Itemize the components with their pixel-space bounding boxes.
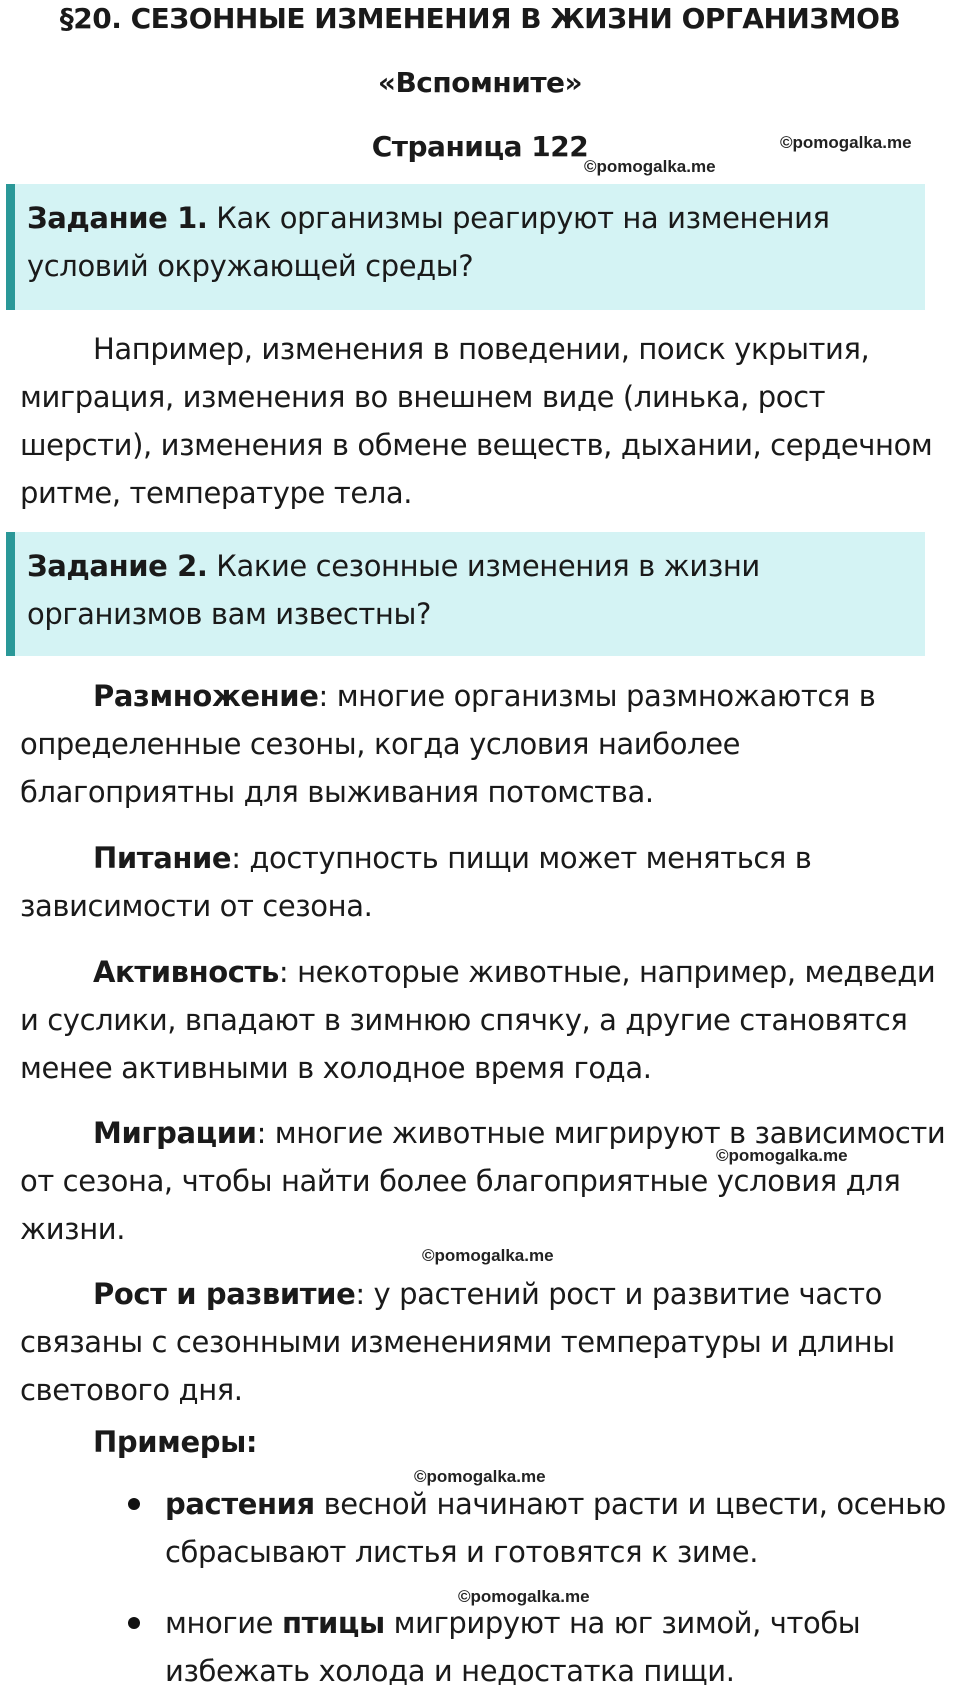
page-number: Страница 122	[371, 130, 589, 163]
task-label: Задание 1.	[27, 201, 208, 235]
example-item	[165, 1599, 960, 1695]
task-question: Как организмы реагируют на изменения	[207, 201, 830, 235]
term: Миграции	[93, 1116, 257, 1150]
answer-line: : доступность пищи может меняться в	[231, 841, 812, 875]
term: Активность	[93, 955, 279, 989]
answer-reproduction	[20, 672, 960, 816]
term: Размножение	[93, 679, 319, 713]
example-item	[165, 1480, 960, 1576]
answer-line: ритме, температуре тела.	[20, 476, 413, 510]
answer-line: зависимости от сезона.	[20, 889, 373, 923]
task-label: Задание 2.	[27, 549, 208, 583]
answer-line: : некоторые животные, например, медведи	[278, 955, 936, 989]
watermark: ©pomogalka.me	[716, 1146, 848, 1165]
answer-line: жизни.	[20, 1212, 126, 1246]
answer-line: : многие животные мигрируют в зависимости	[256, 1116, 946, 1150]
term: Рост и развитие	[93, 1277, 356, 1311]
task-question: организмов вам известны?	[27, 597, 431, 631]
term: Питание	[93, 841, 232, 875]
answer-growth	[20, 1270, 960, 1414]
answer-migration	[20, 1109, 960, 1253]
answer-line: : многие организмы размножаются в	[318, 679, 876, 713]
example-pre: многие	[165, 1606, 282, 1640]
answer-activity	[20, 948, 960, 1092]
watermark: ©pomogalka.me	[422, 1246, 554, 1265]
examples-heading	[20, 1418, 960, 1466]
answer-line: от сезона, чтобы найти более благоприятные условия для	[20, 1164, 901, 1198]
answer-line: светового дня.	[20, 1373, 243, 1407]
answer-1	[20, 325, 960, 517]
watermark: ©pomogalka.me	[414, 1467, 546, 1486]
answer-line: менее активными в холодное время года.	[20, 1051, 652, 1085]
task-question: условий окружающей среды?	[27, 249, 474, 283]
subtitle: «Вспомните»	[377, 66, 583, 99]
task-question: Какие сезонные изменения в жизни	[207, 549, 760, 583]
examples-heading-text: Примеры:	[93, 1425, 258, 1459]
watermark: ©pomogalka.me	[780, 133, 912, 152]
answer-line: связаны с сезонными изменениями температуры и длины	[20, 1325, 895, 1359]
example-text: сбрасывают листья и готовятся к зиме.	[165, 1535, 759, 1569]
watermark: ©pomogalka.me	[458, 1587, 590, 1606]
answer-line: миграция, изменения во внешнем виде (линька, рост	[20, 380, 826, 414]
answer-line: и суслики, впадают в зимнюю спячку, а другие становятся	[20, 1003, 908, 1037]
example-text: весной начинают расти и цвести, осенью	[314, 1487, 946, 1521]
answer-line: Например, изменения в поведении, поиск укрытия,	[93, 332, 870, 366]
example-term: растения	[165, 1487, 315, 1521]
answer-line: шерсти), изменения в обмене веществ, дыхании, сердечном	[20, 428, 933, 462]
task-2-box	[6, 532, 925, 656]
bullet-icon	[128, 1498, 140, 1510]
answer-nutrition	[20, 834, 960, 930]
example-term: птицы	[281, 1606, 385, 1640]
example-text: избежать холода и недостатка пищи.	[165, 1654, 735, 1688]
watermark: ©pomogalka.me	[584, 157, 716, 176]
example-text: мигрируют на юг зимой, чтобы	[384, 1606, 861, 1640]
section-title: §20. СЕЗОННЫЕ ИЗМЕНЕНИЯ В ЖИЗНИ ОРГАНИЗМОВ	[59, 2, 901, 35]
bullet-icon	[128, 1617, 140, 1629]
answer-line: определенные сезоны, когда условия наиболее	[20, 727, 741, 761]
answer-line: благоприятны для выживания потомства.	[20, 775, 654, 809]
task-1-box	[6, 184, 925, 310]
answer-line: : у растений рост и развитие часто	[355, 1277, 882, 1311]
